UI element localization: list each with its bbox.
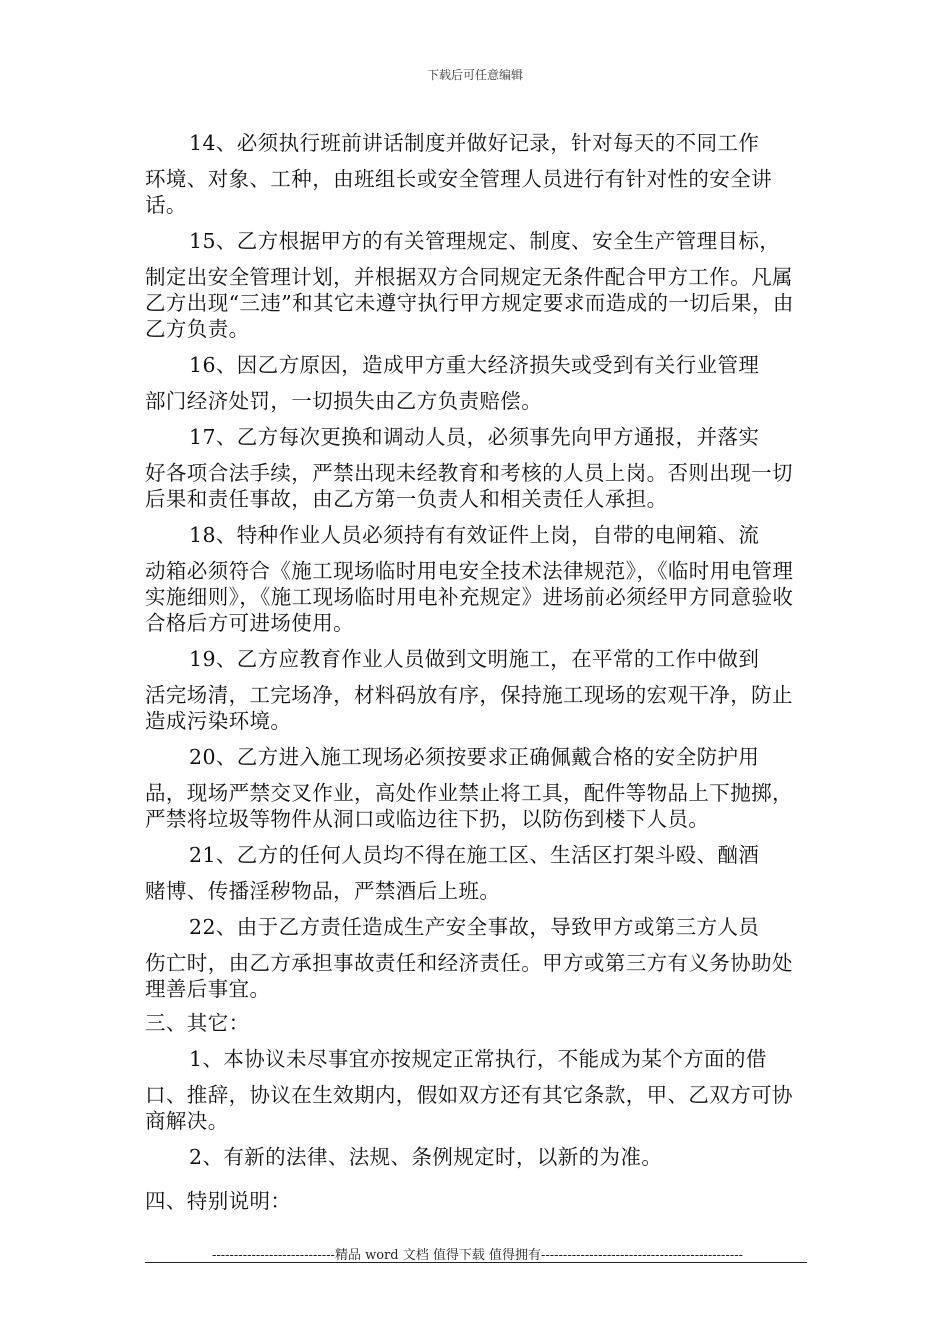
clause-21 xyxy=(145,840,810,904)
section-heading-other: 三、其它： xyxy=(145,1011,250,1035)
clause-continuation: 部门经济处罚，一切损失由乙方负责赔偿。 xyxy=(145,389,543,413)
clause-20 xyxy=(145,742,810,832)
clause-first-line: 1、本协议未尽事宜亦按规定正常执行，不能成为某个方面的借 xyxy=(189,1047,767,1071)
footer-divider xyxy=(145,1262,807,1263)
clause-continuation: 动箱必须符合《施工现场临时用电安全技术法律规范》，《临时用电管理实施细则》，《施工现场临时用电补充规定》进场前必须经甲方同意验收合格后方可进场使用。 xyxy=(145,559,794,635)
clause-first-line: 22、由于乙方责任造成生产安全事故，导致甲方或第三方人员 xyxy=(189,915,760,939)
clause-18 xyxy=(145,520,810,636)
clause-continuation: 好各项合法手续，严禁出现未经教育和考核的人员上岗。否则出现一切后果和责任事故，由乙方第一负责人和相关责任人承担。 xyxy=(145,461,793,511)
clause-first-line: 21、乙方的任何人员均不得在施工区、生活区打架斗殴、酗酒 xyxy=(189,843,760,867)
clause-first-line: 14、必须执行班前讲话制度并做好记录，针对每天的不同工作 xyxy=(189,131,760,155)
page-header: 下载后可任意编辑 xyxy=(426,68,523,82)
clause-first-line: 19、乙方应教育作业人员做到文明施工，在平常的工作中做到 xyxy=(189,647,760,671)
clause-continuation: 制定出安全管理计划，并根据双方合同规定无条件配合甲方工作。凡属乙方出现“三违”和其它未遵守执行甲方规定要求而造成的一切后果，由乙方负责。 xyxy=(145,265,794,341)
clause-first-line: 20、乙方进入施工现场必须按要求正确佩戴合格的安全防护用 xyxy=(189,745,760,769)
clause-17 xyxy=(145,422,810,512)
document-body xyxy=(145,128,810,1222)
other-clause-2 xyxy=(145,1142,810,1180)
other-clause-1 xyxy=(145,1044,810,1134)
clause-first-line: 15、乙方根据甲方的有关管理规定、制度、安全生产管理目标， xyxy=(189,229,781,253)
clause-continuation: 赌博、传播淫秽物品，严禁酒后上班。 xyxy=(145,879,501,903)
clause-continuation: 品，现场严禁交叉作业，高处作业禁止将工具，配件等物品上下抛掷，严禁将垃圾等物件从洞口或临边往下扔，以防伤到楼下人员。 xyxy=(145,781,793,831)
clause-continuation: 伤亡时，由乙方承担事故责任和经济责任。甲方或第三方有义务协助处理善后事宜。 xyxy=(145,951,793,1001)
section-heading-special-notes: 四、特别说明： xyxy=(145,1189,292,1213)
clause-first-line: 2、有新的法律、法规、条例规定时，以新的为准。 xyxy=(189,1145,663,1169)
clause-first-line: 17、乙方每次更换和调动人员，必须事先向甲方通报，并落实 xyxy=(189,425,760,449)
page-footer: ----------------------------精品 word 文档 值得下载 值得拥有---------------------------------------------- xyxy=(211,1248,744,1263)
clause-19 xyxy=(145,644,810,734)
clause-16 xyxy=(145,350,810,414)
clause-first-line: 18、特种作业人员必须持有有效证件上岗，自带的电闸箱、流 xyxy=(189,523,760,547)
clause-15 xyxy=(145,226,810,342)
clause-continuation: 活完场清，工完场净，材料码放有序，保持施工现场的宏观干净，防止造成污染环境。 xyxy=(145,683,793,733)
clause-continuation: 环境、对象、工种，由班组长或安全管理人员进行有针对性的安全讲话。 xyxy=(145,167,772,217)
clause-22 xyxy=(145,912,810,1002)
clause-14 xyxy=(145,128,810,218)
clause-first-line: 16、因乙方原因，造成甲方重大经济损失或受到有关行业管理 xyxy=(189,353,760,377)
clause-continuation: 口、推辞，协议在生效期内，假如双方还有其它条款，甲、乙双方可协商解决。 xyxy=(145,1083,793,1133)
